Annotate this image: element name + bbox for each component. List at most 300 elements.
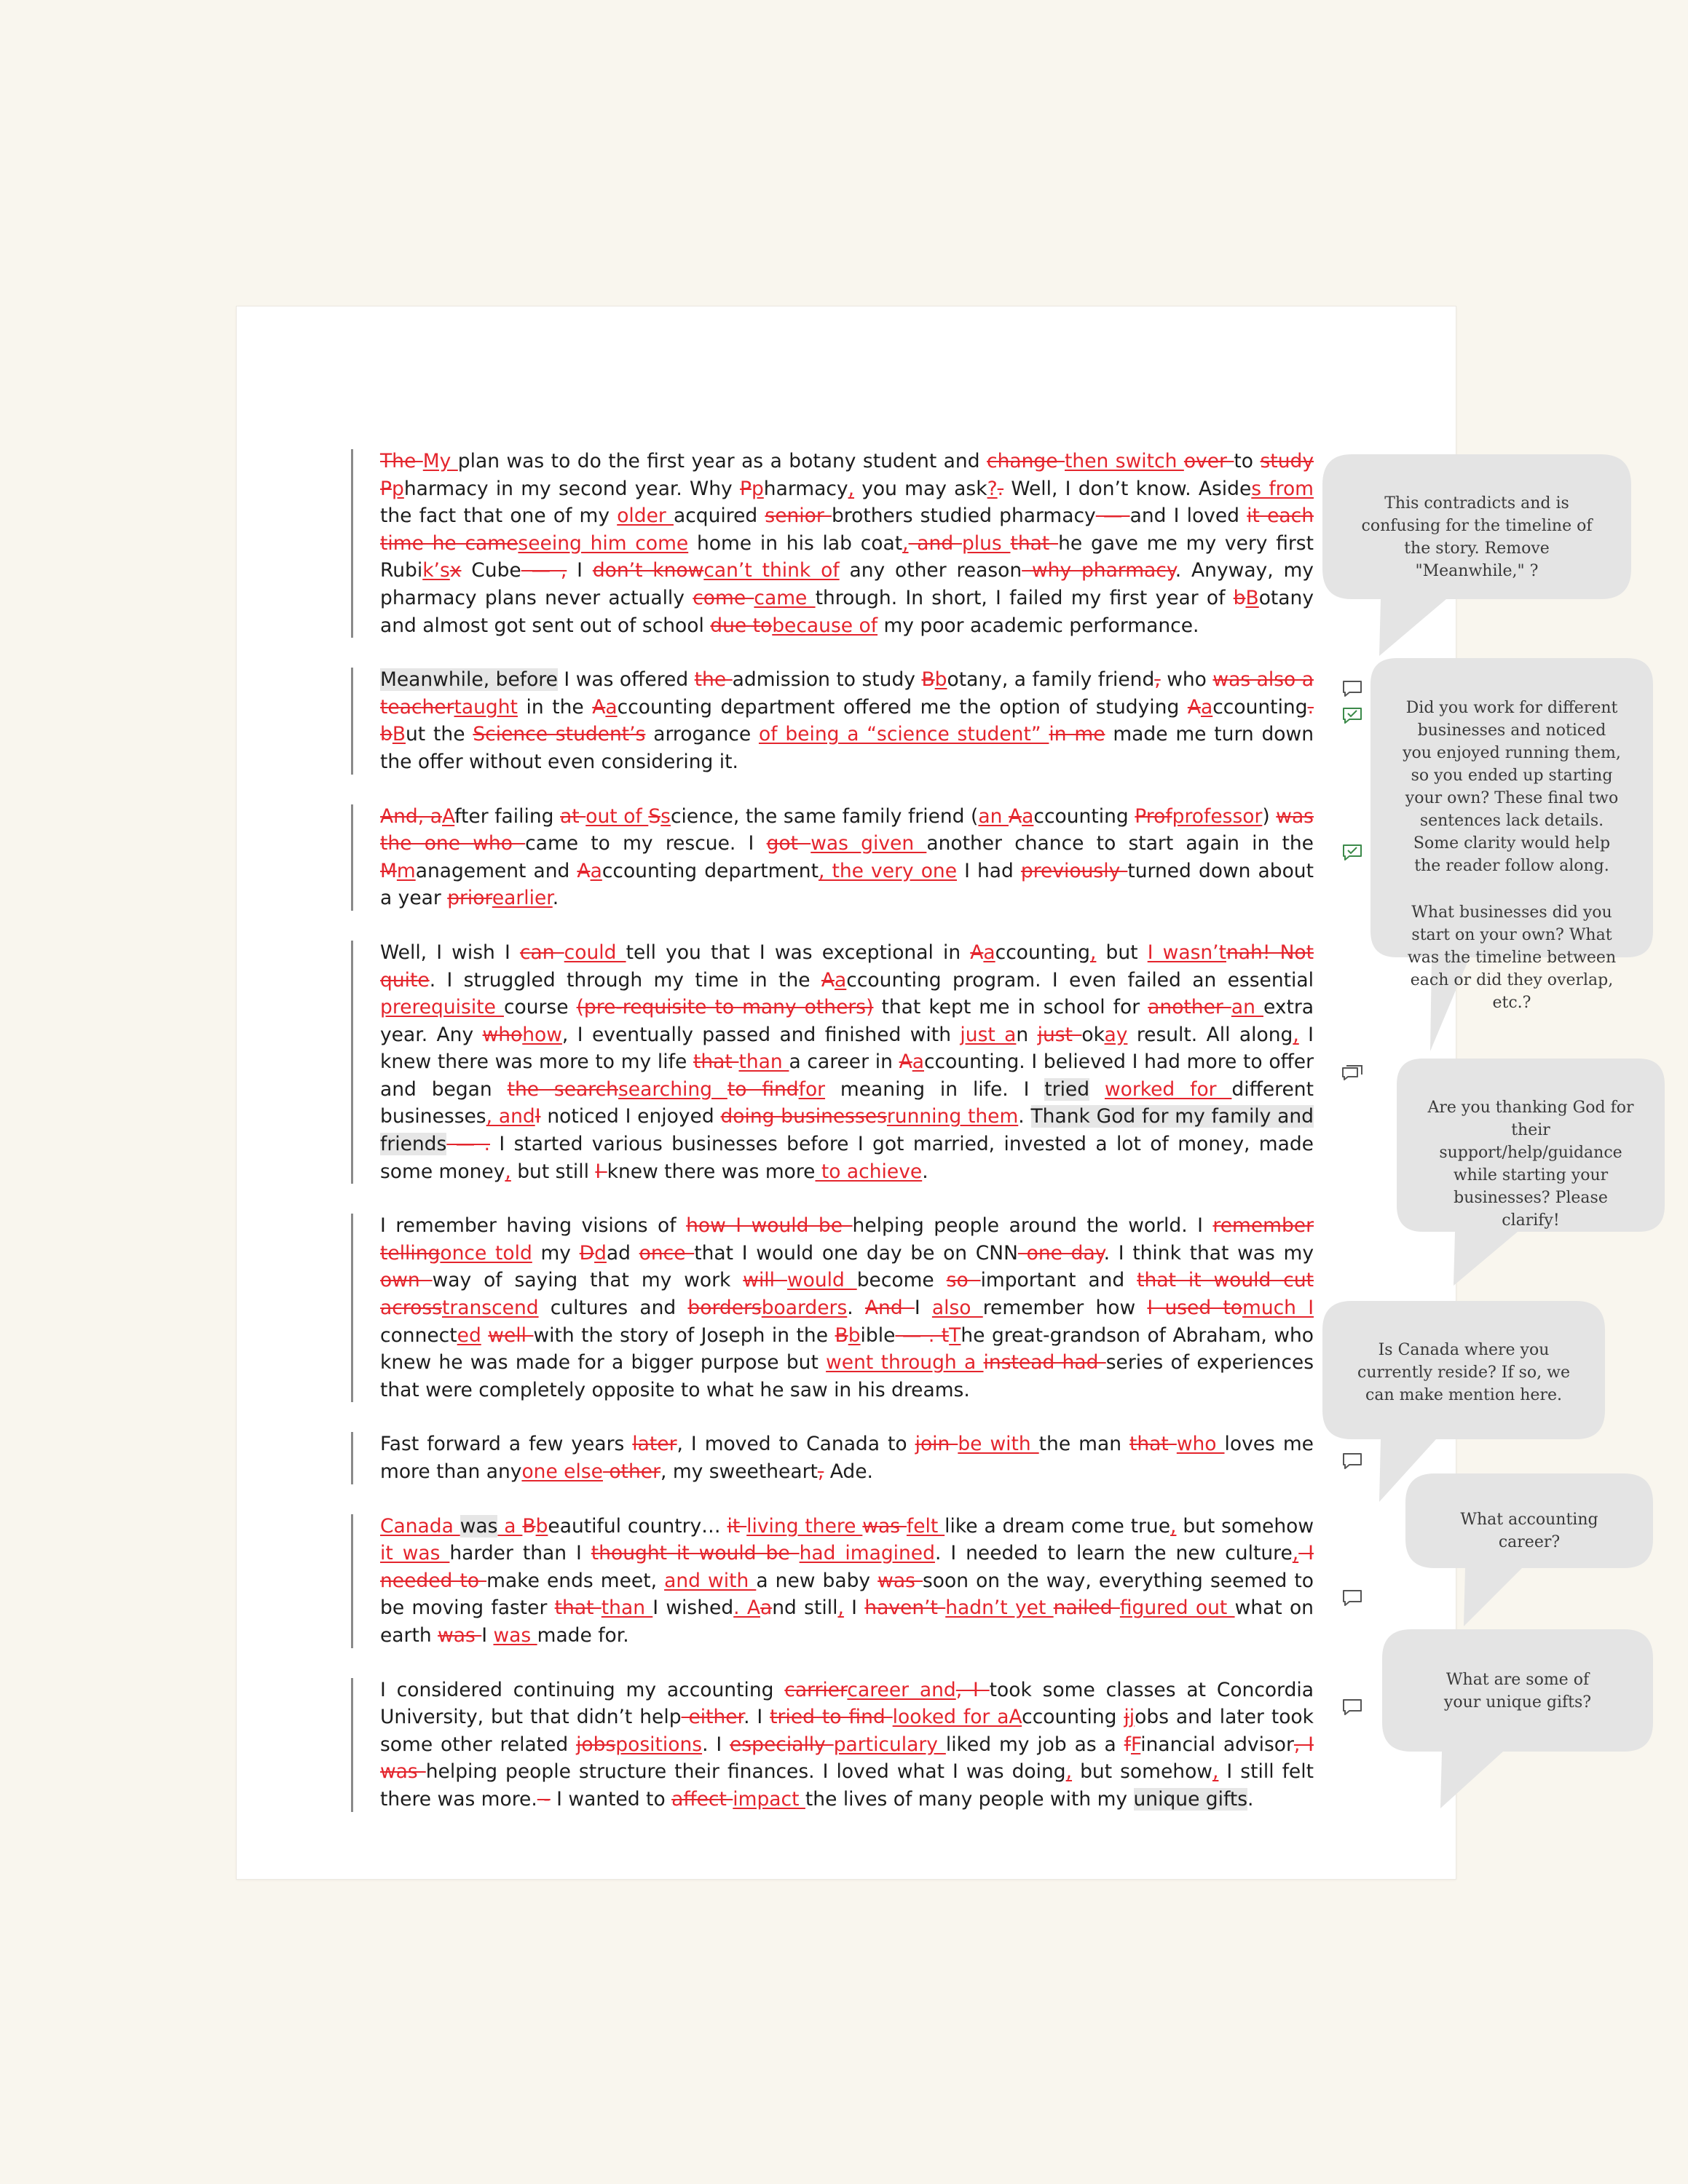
tracked-insertion: boarders (761, 1297, 848, 1320)
tracked-deletion: one day (1017, 1241, 1104, 1265)
tracked-deletion: - (537, 1787, 551, 1811)
text-run: ible (860, 1324, 896, 1347)
tracked-deletion: over (1183, 450, 1234, 472)
tracked-insertion: b (934, 668, 947, 692)
tracked-insertion: then switch (1065, 450, 1184, 472)
comment-resolved-icon[interactable] (1341, 707, 1363, 724)
text-run: a new baby (756, 1569, 878, 1592)
tracked-insertion: it was (380, 1542, 450, 1565)
tracked-deletion: , (1154, 668, 1161, 692)
text-run: that I would one day be on CNN (694, 1241, 1018, 1265)
text-run: I wanted to (550, 1787, 672, 1811)
comment-text-7: What are some of your unique gifts? (1443, 1671, 1592, 1712)
tracked-deletion: S (648, 804, 661, 828)
tracked-insertion: m (396, 859, 416, 882)
tracked-insertion: than (738, 1051, 789, 1074)
tracked-insertion: can’t think of (703, 559, 840, 582)
tracked-insertion: B (392, 723, 406, 746)
tracked-insertion: , (848, 477, 855, 500)
text-run: he gave me my very first Rubi (380, 531, 1314, 582)
tracked-insertion: came (754, 586, 816, 609)
tracked-deletion: remember telling (380, 1214, 1314, 1265)
tracked-deletion: once (639, 1241, 695, 1265)
text-run: I considered continuing my accounting (380, 1678, 785, 1701)
tracked-insertion: just a (960, 1023, 1017, 1046)
tracked-insertion: had imagined (799, 1542, 935, 1565)
tracked-deletion: haven’t (864, 1597, 946, 1620)
text-run: course (503, 996, 577, 1019)
text-run: another chance to start again in the (926, 832, 1314, 855)
text-run: arrogance (645, 723, 759, 746)
commented-text[interactable]: was (460, 1514, 498, 1538)
text-run: meaning in life. I (825, 1077, 1045, 1101)
text-run: become (856, 1269, 947, 1292)
tracked-deletion: the (694, 668, 733, 692)
tracked-insertion: s (660, 804, 671, 828)
text-run: admission to study (732, 668, 922, 692)
tracked-insertion: once told (440, 1241, 532, 1265)
text-run: different businesses (380, 1077, 1314, 1128)
tracked-deletion: tried to find (770, 1706, 893, 1729)
text-run: Fast forward a few years (380, 1433, 633, 1456)
tracked-insertion: prerequisite (380, 996, 504, 1019)
tracked-deletion: I (595, 1160, 607, 1183)
tracked-deletion: , I was (380, 1733, 1314, 1784)
text-run: the fact that one of my (380, 505, 618, 528)
tracked-insertion: T (949, 1324, 961, 1347)
paragraph-8[interactable] (351, 1677, 1314, 1813)
text-run: fter failing (454, 804, 561, 828)
text-run: and I loved (1129, 505, 1247, 528)
tracked-insertion: . A (733, 1597, 760, 1620)
tracked-insertion: Canada (380, 1514, 460, 1538)
tracked-deletion: prior (447, 887, 492, 910)
tracked-deletion: who (482, 1023, 523, 1046)
text-run: cience, the same family friend ( (670, 804, 979, 828)
tracked-insertion: older (617, 505, 674, 528)
tracked-deletion: thought it would be (591, 1542, 800, 1565)
tracked-insertion: particulary (833, 1733, 946, 1756)
tracked-deletion: B (522, 1514, 536, 1538)
text-run: I still felt there was more. (380, 1760, 1314, 1811)
tracked-deletion: nailed (1053, 1597, 1120, 1620)
tracked-deletion: carrier (784, 1678, 848, 1701)
tracked-insertion: , (902, 531, 909, 555)
tracked-deletion: study (1260, 450, 1314, 472)
paragraph-4[interactable] (351, 939, 1314, 1185)
tracked-deletion: I used to (1147, 1297, 1242, 1320)
tracked-deletion: — . t (895, 1324, 950, 1347)
comment-text-2: Did you work for different businesses and noticed you enjoyed running them, so you ended up starting your own? These final two sentences lack details. Some clarity would help the reader follow along. (1403, 699, 1621, 875)
tracked-deletion: . b (380, 695, 1314, 746)
tracked-deletion: was (862, 1514, 907, 1538)
tracked-insertion: a (1022, 804, 1034, 828)
paragraph-6[interactable] (351, 1431, 1314, 1485)
text-run: . (1018, 1105, 1031, 1128)
tracked-insertion: looked for a (892, 1706, 1009, 1729)
tracked-deletion: change (987, 450, 1065, 472)
text-run: remember how (982, 1297, 1148, 1320)
tracked-deletion: A (970, 941, 984, 964)
text-run: . (552, 887, 559, 910)
tracked-insertion: for (798, 1077, 826, 1101)
text-run: I remember having visions of (380, 1214, 687, 1238)
tracked-insertion: of being a “science student” (758, 723, 1049, 746)
text-run: but still (510, 1160, 596, 1183)
tracked-insertion: figured out (1119, 1597, 1235, 1620)
text-run: . I think that was my (1103, 1241, 1314, 1265)
text-run: but somehow (1176, 1514, 1314, 1538)
text-run (481, 1324, 489, 1347)
tracked-insertion: d (594, 1241, 607, 1265)
text-run: I was offered (557, 668, 695, 692)
text-run: loves me more than any (380, 1433, 1314, 1483)
tracked-insertion: , (837, 1597, 844, 1620)
tracked-insertion: ? (987, 477, 998, 500)
text-run: . I (744, 1706, 770, 1729)
tracked-deletion: that (693, 1051, 739, 1074)
tracked-deletion: b (1233, 586, 1246, 609)
tracked-insertion: than (601, 1597, 653, 1620)
tracked-insertion: impact (733, 1787, 805, 1811)
paragraph-2[interactable] (351, 666, 1314, 775)
tracked-deletion: so (946, 1269, 981, 1292)
tracked-insertion: searching (618, 1077, 727, 1101)
tracked-deletion: later (632, 1433, 677, 1456)
tracked-insertion: p (391, 477, 404, 500)
tracked-deletion: it each time he came (380, 505, 1314, 555)
tracked-insertion: an (1231, 996, 1263, 1019)
text-run: soon on the way, everything seemed to be moving faster (380, 1569, 1314, 1620)
tracked-insertion: much I (1242, 1297, 1314, 1320)
tracked-insertion: felt (906, 1514, 945, 1538)
tracked-deletion: Science student’s (473, 723, 646, 746)
text-run: inancial advisor (1140, 1733, 1294, 1756)
tracked-deletion: — , (521, 559, 567, 582)
text-run: came to my rescue. I (525, 832, 767, 855)
text-run: knew there was more (607, 1160, 816, 1183)
tracked-deletion: can (519, 941, 564, 964)
tracked-deletion: nah! Not quite (380, 941, 1314, 992)
tracked-insertion: , (1089, 941, 1097, 964)
tracked-insertion: a (497, 1514, 523, 1538)
comment-resolved-icon[interactable] (1341, 844, 1363, 861)
tracked-deletion: just (1037, 1023, 1082, 1046)
tracked-deletion: was (877, 1569, 923, 1592)
tracked-insertion: j (1129, 1706, 1135, 1729)
comment-bubble-6[interactable] (1405, 1473, 1653, 1626)
tracked-deletion: will (743, 1269, 787, 1292)
text-run: otany, a family friend (947, 668, 1155, 692)
tracked-deletion: that (1010, 531, 1059, 555)
tracked-deletion: in me (1049, 723, 1105, 746)
comment-text-3: What businesses did you start on your own? What was the timeline between each or did they overlap, etc.? (1407, 903, 1617, 1012)
text-run: ccounting. I believed I had more to offer and began (380, 1051, 1314, 1101)
text-run (1089, 1078, 1105, 1101)
text-run: I started various businesses before I got married, invested a lot of money, made some money (380, 1133, 1314, 1183)
tracked-deletion: that (1129, 1433, 1177, 1456)
tracked-deletion: The (380, 450, 423, 472)
tracked-deletion: how I would be (686, 1214, 853, 1238)
tracked-deletion: especially (730, 1733, 834, 1756)
text-run: to (1234, 450, 1261, 472)
tracked-deletion: affect (671, 1787, 733, 1811)
tracked-deletion: due to (710, 614, 773, 637)
text-run: , my sweetheart (660, 1460, 818, 1483)
comment-icon[interactable] (1341, 1698, 1363, 1716)
text-run: I (481, 1623, 494, 1647)
text-run: extra year. Any (380, 996, 1314, 1046)
tracked-insertion: , (1065, 1760, 1073, 1784)
tracked-insertion: F (1130, 1733, 1141, 1756)
tracked-insertion: p (751, 477, 764, 500)
text-run: any other reason (839, 559, 1022, 582)
text-run: I (914, 1297, 932, 1320)
tracked-insertion: one else (521, 1460, 603, 1483)
tracked-insertion: A (1009, 1706, 1022, 1729)
tracked-deletion: — (1095, 505, 1130, 528)
tracked-deletion: A (1009, 804, 1022, 828)
text-run: , I eventually passed and finished with (561, 1023, 961, 1046)
tracked-deletion: don’t know (592, 559, 704, 582)
tracked-insertion: to achieve (815, 1160, 923, 1183)
tracked-deletion: jobs (576, 1733, 616, 1756)
comment-text-4: Are you thanking God for their support/help/guidance while starting your businesses? Please clarify! (1427, 1099, 1634, 1230)
text-run: ut the (406, 723, 473, 746)
tracked-insertion: was given (811, 832, 927, 855)
paragraph-7[interactable] (351, 1513, 1314, 1650)
tracked-deletion: own (380, 1269, 433, 1292)
comment-bubble-3[interactable] (1370, 890, 1653, 1028)
tracked-deletion: that it would cut across (380, 1269, 1314, 1320)
tracked-insertion: , (1293, 1023, 1299, 1046)
text-run: ccounting (995, 941, 1090, 964)
text-run: anagement and (415, 859, 577, 882)
text-run: ccounting (1022, 1706, 1124, 1729)
text-run: he great-grandson of Abraham, who knew he was made for a bigger purpose but (380, 1324, 1314, 1374)
tracked-insertion: worked for (1104, 1077, 1232, 1101)
tracked-deletion: j (1124, 1706, 1129, 1729)
tracked-insertion: , (1292, 1542, 1299, 1565)
text-run: . I (702, 1733, 730, 1756)
tracked-deletion: (pre-requisite to many others) (576, 996, 874, 1019)
text-run: that kept me in school for (873, 996, 1148, 1019)
comment-bubble-7[interactable] (1382, 1629, 1653, 1808)
text-run: took some classes at Concordia University, but that didn’t help (380, 1678, 1314, 1729)
text-run: obs and later took some other related (380, 1706, 1314, 1756)
paragraph-5[interactable] (351, 1212, 1314, 1404)
tracked-deletion: , (817, 1460, 824, 1483)
tracked-insertion: , and (486, 1105, 535, 1128)
document-body (351, 448, 1314, 1840)
tracked-deletion: , I (955, 1678, 990, 1701)
text-run: . (847, 1297, 865, 1320)
paragraph-1[interactable] (351, 448, 1314, 639)
text-run: series of experiences that were completely opposite to what he saw in his dreams. (380, 1351, 1314, 1401)
tracked-deletion: the search (507, 1077, 618, 1101)
text-run: eautiful country… (548, 1514, 727, 1538)
tracked-insertion: and with (664, 1569, 757, 1592)
tracked-insertion: , (1212, 1760, 1219, 1784)
tracked-insertion: , (505, 1160, 511, 1183)
commented-text[interactable]: unique gifts (1133, 1787, 1248, 1811)
text-run: a career in (789, 1051, 899, 1074)
text-run: Well, I wish I (380, 941, 520, 964)
comment-bubble-5[interactable] (1322, 1301, 1605, 1502)
text-run: , I moved to Canada to (677, 1433, 915, 1456)
text-run: harmacy (763, 477, 848, 500)
tracked-deletion: A (899, 1051, 912, 1074)
text-run: what on earth (380, 1597, 1314, 1647)
tracked-deletion: And (864, 1297, 915, 1320)
text-run: I knew there was more to my life (380, 1023, 1314, 1074)
commented-text[interactable]: Meanwhile, before (380, 668, 558, 692)
text-run: ccounting department (602, 859, 819, 882)
text-run: tell you that I was exceptional in (626, 941, 971, 964)
tracked-insertion: also (931, 1297, 983, 1320)
tracked-insertion: was (493, 1623, 537, 1647)
tracked-insertion: professor (1172, 804, 1263, 828)
tracked-deletion: at (560, 804, 586, 828)
tracked-deletion: B (921, 668, 935, 692)
tracked-deletion: B (835, 1324, 848, 1347)
tracked-insertion: earlier (492, 887, 553, 910)
tracked-insertion: a (912, 1051, 924, 1074)
commented-text[interactable]: Thank God for my family and friends (380, 1105, 1314, 1156)
tracked-deletion: senior (765, 505, 832, 528)
tracked-deletion: x (449, 559, 462, 582)
text-run: home in his lab coat (688, 531, 903, 555)
tracked-deletion: why pharmacy (1022, 559, 1175, 582)
tracked-deletion: f (1124, 1733, 1131, 1756)
tracked-insertion: k’s (422, 559, 450, 582)
text-run: turned down about a year (380, 859, 1314, 910)
tracked-insertion: ay (1104, 1023, 1128, 1046)
text-run: result. All along (1127, 1023, 1293, 1046)
tracked-insertion: an (978, 804, 1009, 828)
comment-thread-icon[interactable] (1341, 1064, 1363, 1082)
text-run: . I needed to learn the new culture (934, 1542, 1293, 1565)
tracked-deletion: A (1187, 695, 1201, 719)
text-run: plan was to do the first year as a botany student and (457, 450, 987, 472)
tracked-insertion: b (535, 1514, 548, 1538)
text-run: brothers studied pharmacy (831, 505, 1096, 528)
text-run: Cube (461, 559, 521, 582)
tracked-deletion: A (577, 859, 591, 882)
text-run: with the story of Joseph in the (533, 1324, 835, 1347)
text-run: I (843, 1597, 865, 1620)
text-run: . I struggled through my time in the (429, 968, 821, 992)
text-run: but somehow (1072, 1760, 1212, 1784)
tracked-insertion: , (1170, 1514, 1177, 1538)
text-run: like a dream come true (944, 1514, 1171, 1538)
tracked-deletion: borders (687, 1297, 762, 1320)
tracked-insertion: a (590, 859, 602, 882)
comment-icon[interactable] (1341, 680, 1363, 697)
tracked-deletion: was also a teacher (380, 668, 1314, 719)
tracked-insertion: a (605, 695, 618, 719)
tracked-insertion: positions (615, 1733, 703, 1756)
tracked-insertion: taught (454, 695, 518, 719)
text-run: Well, I don’t know. Aside (1003, 477, 1252, 500)
tracked-deletion: Prof (1135, 804, 1172, 828)
tracked-deletion: got (766, 832, 811, 855)
text-run: . (922, 1160, 928, 1183)
text-run: ad (606, 1241, 639, 1265)
tracked-deletion: and (908, 531, 962, 555)
tracked-insertion: a (1200, 695, 1213, 719)
tracked-deletion: previously (1020, 859, 1128, 882)
tracked-insertion: living there (746, 1514, 863, 1538)
tracked-insertion: hadn’t yet (945, 1597, 1054, 1620)
tracked-deletion: it (727, 1514, 747, 1538)
tracked-deletion: P (739, 477, 752, 500)
comment-bubble-1[interactable] (1322, 454, 1631, 656)
tracked-deletion: other (602, 1460, 660, 1483)
text-run: acquired (674, 505, 765, 528)
text-run: made for. (537, 1623, 629, 1647)
paragraph-3[interactable] (351, 803, 1314, 912)
comment-text-1: This contradicts and is confusing for the timeline of the story. Remove "Meanwhile," ? (1361, 494, 1593, 580)
text-run: my (532, 1241, 580, 1265)
text-run: helping people around the world. I (852, 1214, 1213, 1238)
tracked-deletion: doing businesses (720, 1105, 887, 1128)
text-run: the man (1038, 1433, 1129, 1456)
tracked-deletion: come (693, 586, 754, 609)
tracked-deletion: instead had (983, 1351, 1106, 1374)
tracked-deletion: a (760, 1597, 773, 1620)
tracked-deletion: well (488, 1324, 534, 1347)
text-run: important and (980, 1269, 1137, 1292)
tracked-deletion: was (438, 1623, 482, 1647)
comment-text-6: What accounting career? (1460, 1511, 1598, 1551)
text-run: I (567, 559, 593, 582)
tracked-insertion: plus (961, 531, 1011, 555)
text-run: you may ask (854, 477, 987, 500)
tracked-deletion: either (681, 1706, 744, 1729)
text-run: I wished (652, 1597, 734, 1620)
comment-icon[interactable] (1341, 1589, 1363, 1607)
tracked-deletion: — . (446, 1133, 491, 1156)
commented-text[interactable]: tried (1044, 1077, 1090, 1101)
tracked-deletion: that (554, 1597, 602, 1620)
tracked-insertion: how (522, 1023, 562, 1046)
text-run: helping people structure their finances. I loved what I was doing (425, 1760, 1066, 1784)
text-run: I had (957, 859, 1021, 882)
tracked-deletion: A (821, 968, 835, 992)
text-run: cultures and (538, 1297, 688, 1320)
text-run: through. In short, I failed my first year of (815, 586, 1234, 609)
tracked-insertion: out of (585, 804, 649, 828)
text-run: in the (517, 695, 593, 719)
text-run: nd still (772, 1597, 838, 1620)
tracked-deletion: M (380, 859, 397, 882)
tracked-insertion: running them (886, 1105, 1019, 1128)
text-run: n (1016, 1023, 1038, 1046)
text-run: ok (1081, 1023, 1105, 1046)
tracked-insertion: went through a (826, 1351, 984, 1374)
text-run: make ends meet, (486, 1569, 665, 1592)
text-run: otany and almost got sent out of school (380, 586, 1314, 637)
tracked-deletion: another (1148, 996, 1231, 1019)
text-run: ccounting department offered me the option of studying (617, 695, 1188, 719)
tracked-deletion: join (915, 1433, 958, 1456)
comment-bubble-4[interactable] (1397, 1059, 1665, 1286)
tracked-insertion: ed (457, 1324, 481, 1347)
tracked-insertion: could (564, 941, 626, 964)
tracked-insertion: a (983, 941, 995, 964)
tracked-deletion: I needed to (380, 1542, 1314, 1592)
